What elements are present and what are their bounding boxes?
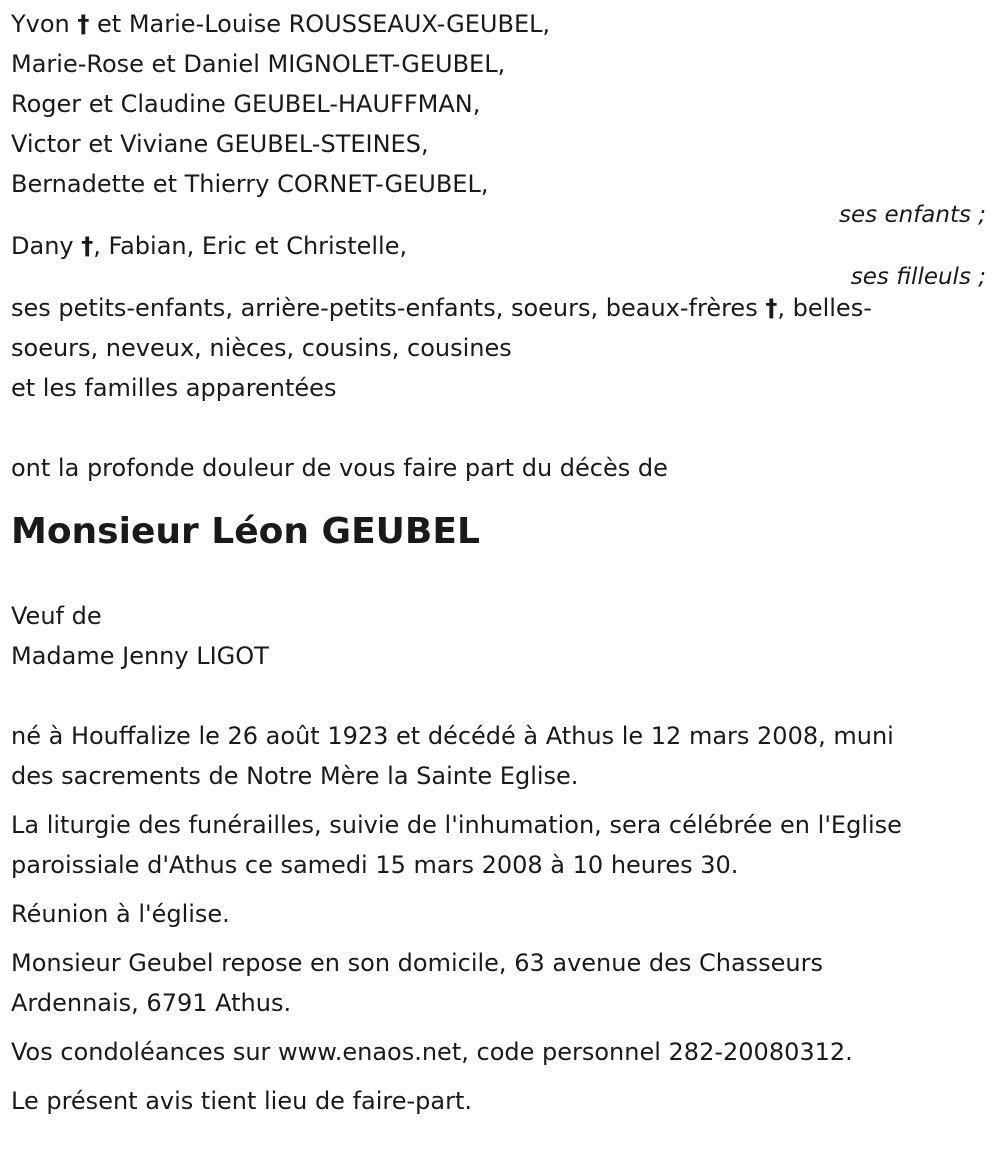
paragraph-line: Monsieur Geubel repose en son domicile, 63 avenue des Chasseurs <box>11 949 824 977</box>
child-line <box>11 4 989 44</box>
rest-location-paragraph <box>11 943 989 1023</box>
paragraph-line: paroissiale d'Athus ce samedi 15 mars 2008 à 10 heures 30. <box>11 851 739 879</box>
child-line: Bernadette et Thierry CORNET-GEUBEL, <box>11 170 489 198</box>
spacer <box>11 556 989 596</box>
spacer <box>11 408 989 448</box>
family-line: soeurs, neveux, nièces, cousins, cousines <box>11 334 512 362</box>
details-section <box>11 716 989 1121</box>
child-name-text: et Marie-Louise ROUSSEAUX-GEUBEL, <box>89 10 551 38</box>
children-role-label: ses enfants ; <box>839 202 986 228</box>
cross-icon: † <box>77 10 90 38</box>
godchild-name-text: , Fabian, Eric et Christelle, <box>93 232 408 260</box>
paragraph-line: des sacrements de Notre Mère la Sainte Eglise. <box>11 762 579 790</box>
child-name-text: Yvon <box>11 10 78 38</box>
reunion-paragraph <box>11 894 989 934</box>
child-line: Victor et Viviane GEUBEL-STEINES, <box>11 130 429 158</box>
family-line <box>11 288 989 328</box>
paragraph-line: La liturgie des funérailles, suivie de l'inhumation, sera célébrée en l'Eglise <box>11 811 902 839</box>
birth-death-paragraph <box>11 716 989 796</box>
child-line: Marie-Rose et Daniel MIGNOLET-GEUBEL, <box>11 50 506 78</box>
paragraph-line: Ardennais, 6791 Athus. <box>11 989 292 1017</box>
funeral-paragraph <box>11 805 989 885</box>
godchildren-list <box>11 226 989 288</box>
announcement-text: ont la profonde douleur de vous faire part du décès de <box>11 454 668 482</box>
widow-label: Veuf de <box>11 602 102 630</box>
cross-icon: † <box>81 232 94 260</box>
family-text: ses petits-enfants, arrière-petits-enfants, soeurs, beaux-frères <box>11 294 766 322</box>
paragraph-line: Le présent avis tient lieu de faire-part. <box>11 1087 473 1115</box>
notice-paragraph <box>11 1081 989 1121</box>
paragraph-line: né à Houffalize le 26 août 1923 et décédé à Athus le 12 mars 2008, muni <box>11 722 894 750</box>
deceased-name: Monsieur Léon GEUBEL <box>11 511 480 552</box>
child-line: Roger et Claudine GEUBEL-HAUFFMAN, <box>11 90 481 118</box>
paragraph-line: Vos condoléances sur www.enaos.net, code personnel 282-20080312. <box>11 1038 853 1066</box>
godchildren-role-label: ses filleuls ; <box>850 264 986 290</box>
spacer <box>11 676 989 716</box>
children-list <box>11 4 989 226</box>
family-line: et les familles apparentées <box>11 374 337 402</box>
godchild-name-text: Dany <box>11 232 82 260</box>
godchildren-line <box>11 226 989 266</box>
paragraph-line: Réunion à l'église. <box>11 900 230 928</box>
cross-icon: † <box>765 294 778 322</box>
extended-family <box>11 288 989 408</box>
spouse-name: Madame Jenny LIGOT <box>11 642 269 670</box>
family-text: , belles- <box>777 294 872 322</box>
condolences-paragraph <box>11 1032 989 1072</box>
